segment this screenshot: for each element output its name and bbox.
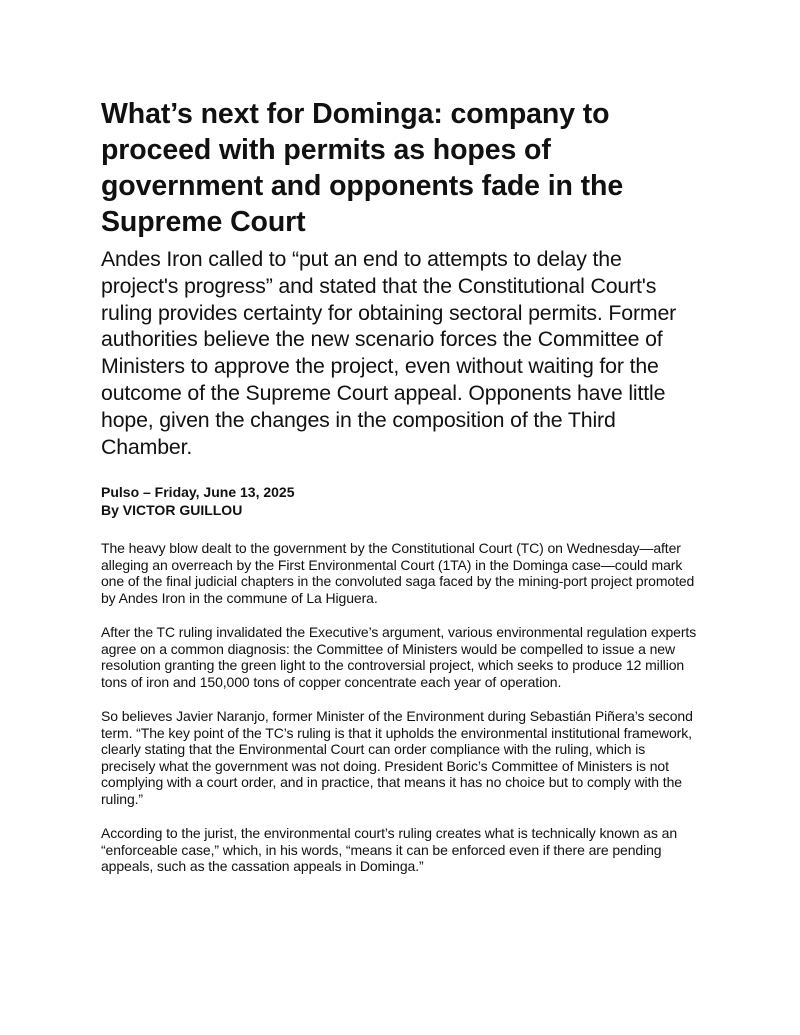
article [101,96,701,893]
body-paragraph: The heavy blow dealt to the government by the Constitutional Court (TC) on Wednesday—after alleging an overreach by the First Environmental Court (1TA) in the Dominga case—could mark one of the final judicial chapters in the convoluted saga faced by the mining-port project promoted by Andes Iron in the commune of La Higuera. [101,540,695,606]
article-body [101,540,701,875]
article-deck: Andes Iron called to “put an end to attempts to delay the project's progress” and stated that the Constitutional Court's ruling provides certainty for obtaining sectoral permits. Former authorities believe the new scenario forces the Committee of Ministers to approve the project, even without waiting for the outcome of the Supreme Court appeal. Opponents have little hope, given the changes in the composition of the Third Chamber. [101,247,677,459]
article-headline: What’s next for Dominga: company to proceed with permits as hopes of government and opponents fade in the Supreme Court [101,98,624,238]
body-paragraph: So believes Javier Naranjo, former Minister of the Environment during Sebastián Piñera’s second term. “The key point of the TC’s ruling is that it upholds the environmental institutional framework, clearly stating that the Environmental Court can order compliance with the ruling, which is precisely what the government was not doing. President Boric’s Committee of Ministers is not complying with a court order, and in practice, that means it has no choice but to comply with the ruling.” [101,708,693,807]
article-meta [101,483,701,519]
article-dateline: Pulso – Friday, June 13, 2025 [101,484,295,501]
article-byline: By VICTOR GUILLOU [101,502,243,519]
body-paragraph: After the TC ruling invalidated the Executive’s argument, various environmental regulation experts agree on a common diagnosis: the Committee of Ministers would be compelled to issue a new resolution granting the green light to the controversial project, which seeks to produce 12 million tons of iron and 150,000 tons of copper concentrate each year of operation. [101,624,697,690]
body-paragraph: According to the jurist, the environmental court’s ruling creates what is technically known as an “enforceable case,” which, in his words, “means it can be enforced even if there are pending appeals, such as the cassation appeals in Dominga.” [101,825,678,875]
